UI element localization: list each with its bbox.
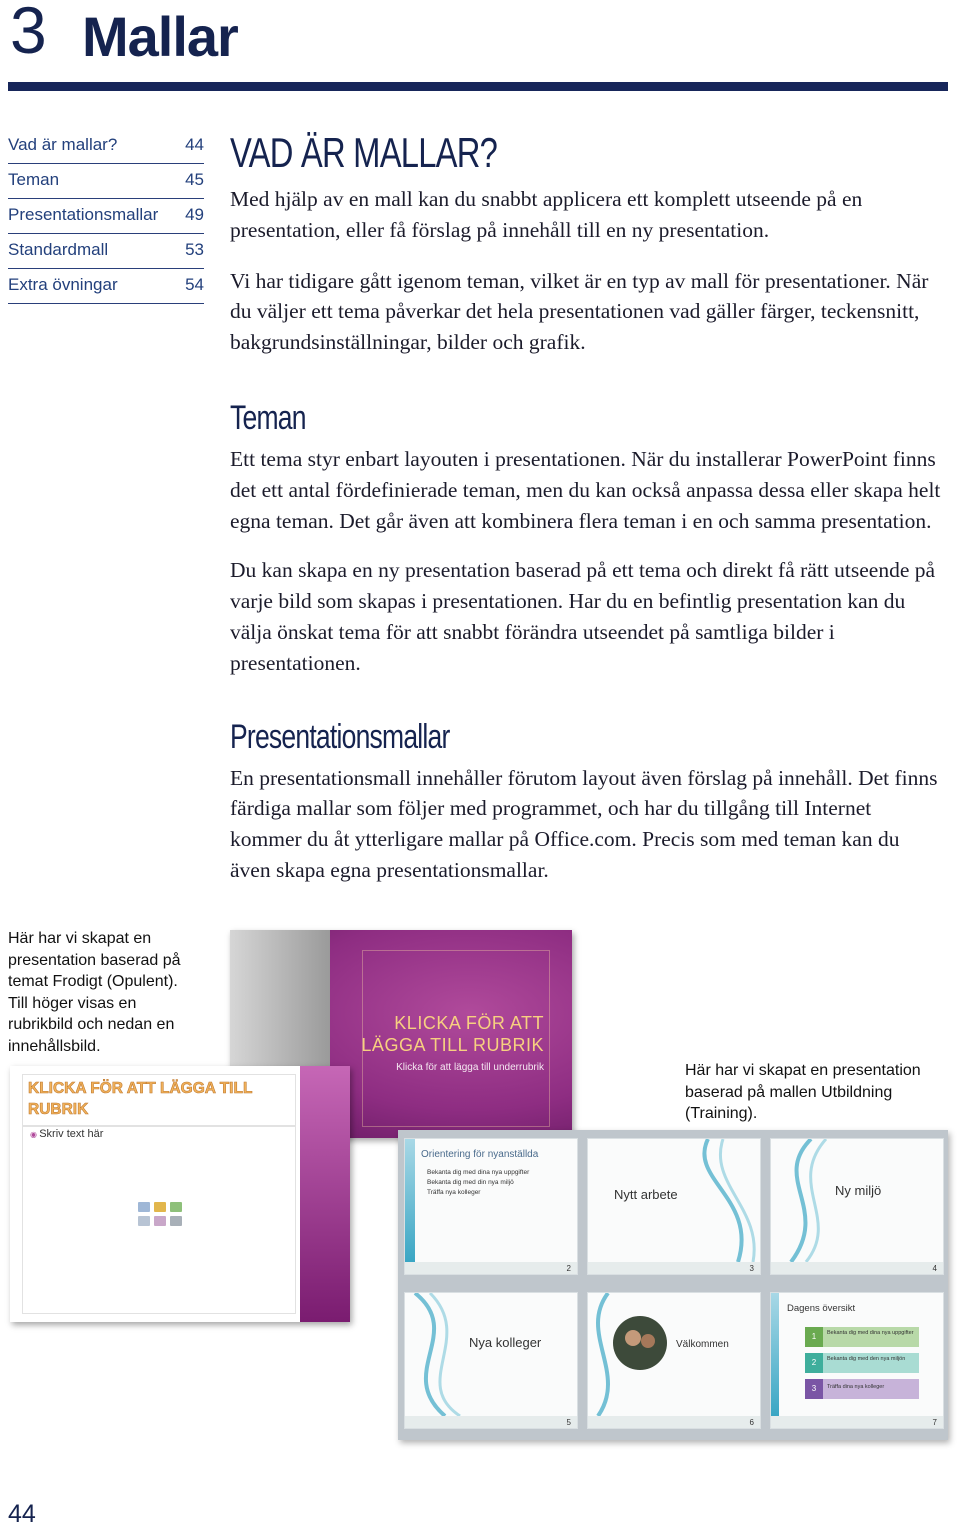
agenda-item (805, 1353, 919, 1373)
paragraph: Med hjälp av en mall kan du snabbt applicera ett komplett utseende på en presentation, eller få förslag på innehåll till en ny presentation. (230, 187, 863, 242)
slide-title-line: KLICKA FÖR ATT LÄGGA TILL (28, 1080, 253, 1097)
toc-label: Standardmall (8, 240, 109, 259)
chapter-rule (8, 82, 948, 91)
picture-icon (138, 1216, 150, 1226)
toc-label: Teman (8, 170, 60, 189)
slide-bullet: Bekanta dig med dina nya uppgifter (427, 1169, 530, 1176)
agenda-item (805, 1327, 919, 1347)
paragraph: Du kan skapa en ny presentation baserad på ett tema och direkt få rätt utseende på varje bild som skapas i presentationen. Har du en befintlig presentation kan du välja önskat tema för att snabbt förändra utseendet på samtliga bilder i presentationen. (230, 558, 936, 675)
slide-thumbnail (587, 1292, 761, 1429)
main-content (230, 128, 945, 886)
slide-number: 6 (749, 1418, 754, 1427)
agenda-number: 2 (805, 1353, 823, 1373)
slide-subtitle: Klicka för att lägga till underrubrik (396, 1062, 544, 1073)
slide-thumbnail (770, 1138, 944, 1275)
slide-title-line: RUBRIK (28, 1101, 89, 1118)
wave-graphic (771, 1139, 943, 1262)
slide-accent-bar (405, 1139, 415, 1262)
agenda-number: 1 (805, 1327, 823, 1347)
table-icon (138, 1202, 150, 1212)
caption-training: Här har vi skapat en presentation baserad på mallen Utbildning (Training). (685, 1062, 921, 1122)
smartart-icon (170, 1202, 182, 1212)
paragraph: Vi har tidigare gått igenom teman, vilket är en typ av mall för presentationer. När du väljer ett tema påverkar det hela presentationen vad gäller färger, teckensnitt, bakgrundsinställningar, bilder och grafik. (230, 268, 929, 355)
slide-accent-bar (771, 1293, 779, 1416)
slide-footer (405, 1262, 577, 1274)
toc-label: Extra övningar (8, 275, 118, 294)
slide-title (361, 1012, 544, 1056)
slide-number: 3 (749, 1264, 754, 1273)
slide-title: Nya kolleger (469, 1335, 542, 1350)
opulent-content-slide-image (10, 1066, 350, 1322)
clipart-icon (154, 1216, 166, 1226)
slide-footer (405, 1416, 577, 1428)
agenda-item (805, 1379, 919, 1399)
slide-thumbnail (770, 1292, 944, 1429)
agenda-number: 3 (805, 1379, 823, 1399)
toc-item-extra-ovningar[interactable] (8, 270, 204, 304)
paragraph: Ett tema styr enbart layouten i presentationen. När du installerar PowerPoint finns det ett antal fördefinierade teman, men du kan också anpassa dessa eller skapa helt egna teman. Det går även att kombinera flera teman i en och samma presentation. (230, 446, 941, 533)
slide-title: Dagens översikt (787, 1303, 856, 1314)
slide-title (28, 1078, 252, 1120)
agenda-text: Bekanta dig med dina nya uppgifter (827, 1330, 914, 1336)
training-slides-image (398, 1130, 948, 1440)
toc-page: 53 (185, 240, 204, 259)
slide-footer (771, 1262, 943, 1274)
slide-bullet: ◉ Skriv text här (30, 1128, 103, 1140)
agenda-text: Träffa dina nya kolleger (827, 1384, 885, 1390)
slide-thumbnail (404, 1292, 578, 1429)
wave-graphic (588, 1293, 760, 1416)
slide-number: 4 (932, 1264, 937, 1273)
toc-item-vad-ar-mallar[interactable] (8, 130, 204, 164)
slide-number: 2 (566, 1264, 571, 1273)
toc-page: 54 (185, 275, 204, 294)
agenda-text: Bekanta dig med den nya miljön (827, 1356, 906, 1362)
slide-title: Orientering för nyanställda (421, 1149, 539, 1160)
toc-item-presentationsmallar[interactable] (8, 200, 204, 234)
slide-title: Nytt arbete (614, 1187, 678, 1202)
slide-thumbnail (587, 1138, 761, 1275)
slide-title: Välkommen (676, 1339, 729, 1350)
slide-footer (771, 1416, 943, 1428)
slide-bullet: Bekanta dig med din nya miljö (427, 1179, 514, 1186)
toc-page: 49 (185, 205, 204, 224)
toc-label: Presentationsmallar (8, 205, 159, 224)
slide-thumbnail (404, 1138, 578, 1275)
chart-icon (154, 1202, 166, 1212)
slide-title: Ny miljö (835, 1183, 882, 1198)
slide-number: 5 (566, 1418, 571, 1427)
slide-side-band (300, 1066, 350, 1322)
slide-title-line: LÄGGA TILL RUBRIK (361, 1035, 544, 1055)
chapter-title: Mallar (82, 5, 238, 68)
slide-bullet: Träffa nya kolleger (427, 1189, 481, 1196)
heading-teman: Teman (230, 398, 306, 437)
toc-item-teman[interactable] (8, 165, 204, 199)
toc-page: 44 (185, 135, 204, 154)
slide-title-line: KLICKA FÖR ATT (394, 1013, 544, 1033)
insert-content-icons (138, 1202, 188, 1236)
toc-page: 45 (185, 170, 204, 189)
chapter-toc (8, 130, 204, 304)
caption-opulent: Här har vi skapat en presentation baserad på temat Frodigt (Opulent). Till höger visas en rubrikbild och nedan en innehållsbild. (8, 930, 181, 1055)
media-icon (170, 1216, 182, 1226)
section-title: VAD ÄR MALLAR? (230, 129, 498, 176)
toc-item-standardmall[interactable] (8, 235, 204, 269)
slide-footer (588, 1262, 760, 1274)
page-number: 44 (8, 1500, 36, 1528)
slide-number: 7 (932, 1418, 937, 1427)
chapter-number: 3 (10, 0, 47, 67)
toc-label: Vad är mallar? (8, 135, 118, 154)
wave-graphic (405, 1293, 577, 1416)
heading-presentationsmallar: Presentationsmallar (230, 717, 450, 756)
slide-footer (588, 1416, 760, 1428)
paragraph: En presentationsmall innehåller förutom layout även förslag på innehåll. Det finns färdiga mallar som följer med programmet, och har du tillgång till Internet kommer du åt ytterligare mallar på Office.com. Precis som med teman kan du även skapa egna presentationsmallar. (230, 765, 938, 882)
